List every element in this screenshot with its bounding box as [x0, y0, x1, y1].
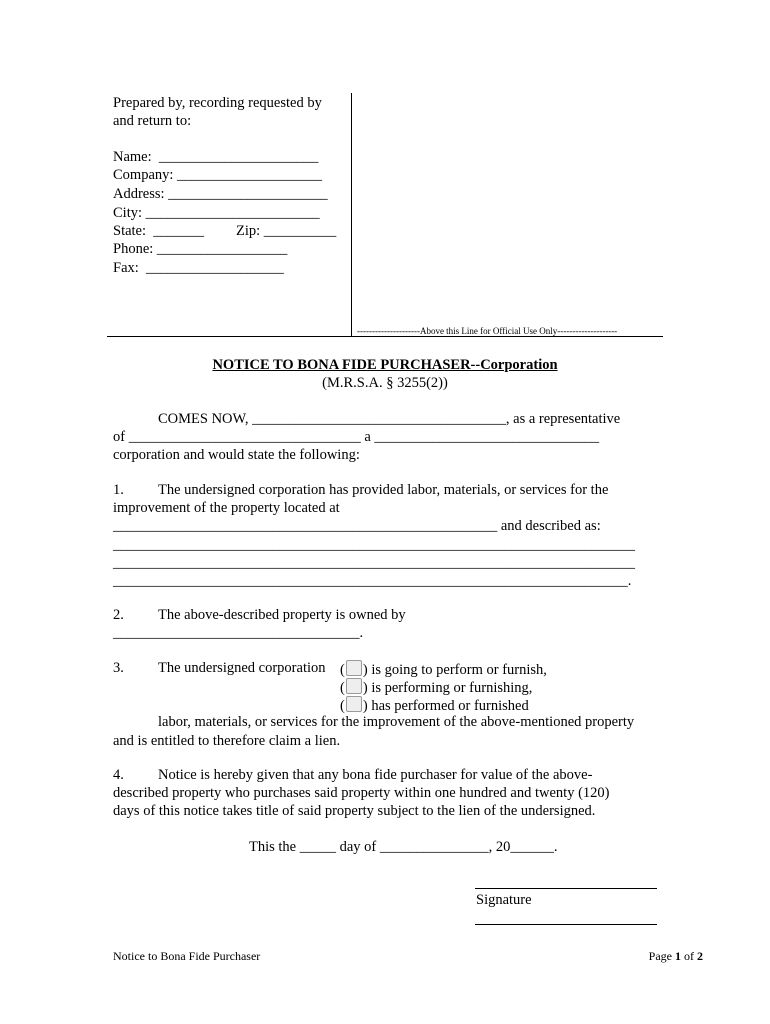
fax-field[interactable]: Fax: ___________________ [113, 260, 284, 276]
item4-line1: Notice is hereby given that any bona fide purchaser for value of the above- [158, 767, 593, 783]
option-has-performed-label: has performed or furnished [371, 698, 529, 714]
option-going-to-perform[interactable]: ( ) is going to perform or furnish, [340, 662, 547, 678]
date-line[interactable]: This the _____ day of _______________, 20______. [249, 839, 558, 855]
address-field[interactable]: Address: ______________________ [113, 186, 328, 202]
prepared-by-line1: Prepared by, recording requested by [113, 95, 322, 111]
checkbox-going-to-perform[interactable] [346, 660, 362, 676]
item3-lead: The undersigned corporation [158, 660, 326, 676]
option-going-to-perform-label: is going to perform or furnish, [371, 662, 547, 678]
header-divider-horizontal [107, 336, 663, 337]
official-use-label: ---------------------Above this Line for Official Use Only-------------------- [357, 326, 618, 336]
page-of: of [681, 949, 697, 963]
page-number: 1 [675, 949, 681, 963]
header-divider-vertical [351, 93, 352, 336]
item1-line2: improvement of the property located at [113, 500, 340, 516]
page-total: 2 [697, 949, 703, 963]
intro-line2[interactable]: of ________________________________ a _______________________________ [113, 429, 600, 445]
intro-line3: corporation and would state the following: [113, 447, 360, 463]
intro-line1[interactable]: COMES NOW, ___________________________________, as a representative [158, 411, 621, 427]
footer-title: Notice to Bona Fide Purchaser [113, 949, 261, 963]
item2-line1: The above-described property is owned by [158, 607, 406, 623]
owner-field[interactable]: __________________________________. [113, 625, 364, 641]
option-has-performed[interactable]: ( ) has performed or furnished [340, 698, 529, 714]
item3-line-after1: labor, materials, or services for the improvement of the above-mentioned property [158, 714, 635, 730]
item1-number: 1. [113, 482, 124, 498]
property-description-line1[interactable]: ________________________________________________________________________ [113, 537, 635, 553]
signature-line[interactable] [475, 888, 657, 889]
item3-line-after2: and is entitled to therefore claim a lien. [113, 733, 341, 749]
zip-field[interactable]: Zip: __________ [236, 223, 337, 239]
checkbox-performing[interactable] [346, 678, 362, 694]
property-description-line3[interactable]: _______________________________________________________________________. [113, 573, 632, 589]
page-prefix: Page [648, 949, 675, 963]
item4-number: 4. [113, 767, 124, 783]
signature-label: Signature [476, 892, 532, 908]
option-performing[interactable]: ( ) is performing or furnishing, [340, 680, 533, 696]
statute-reference: (M.R.S.A. § 3255(2)) [322, 375, 448, 391]
property-description-line2[interactable]: ________________________________________________________________________ [113, 555, 635, 571]
state-field[interactable]: State: _______ [113, 223, 205, 239]
company-field[interactable]: Company: ____________________ [113, 167, 323, 183]
item2-number: 2. [113, 607, 124, 623]
item3-number: 3. [113, 660, 124, 676]
prepared-by-line2: and return to: [113, 113, 192, 129]
signature-line-2[interactable] [475, 924, 657, 925]
page-indicator [649, 949, 703, 964]
property-location-field[interactable]: _____________________________________________________ and described as: [113, 518, 601, 534]
city-field[interactable]: City: ________________________ [113, 205, 320, 221]
checkbox-has-performed[interactable] [346, 696, 362, 712]
item4-line2: described property who purchases said property within one hundred and twenty (120) [113, 785, 610, 801]
option-performing-label: is performing or furnishing, [371, 680, 533, 696]
item1-line1: The undersigned corporation has provided labor, materials, or services for the [158, 482, 609, 498]
item4-line3: days of this notice takes title of said property subject to the lien of the undersigned. [113, 803, 596, 819]
phone-field[interactable]: Phone: __________________ [113, 241, 288, 257]
name-field[interactable]: Name: ______________________ [113, 149, 319, 165]
document-title: NOTICE TO BONA FIDE PURCHASER--Corporation [212, 357, 558, 373]
